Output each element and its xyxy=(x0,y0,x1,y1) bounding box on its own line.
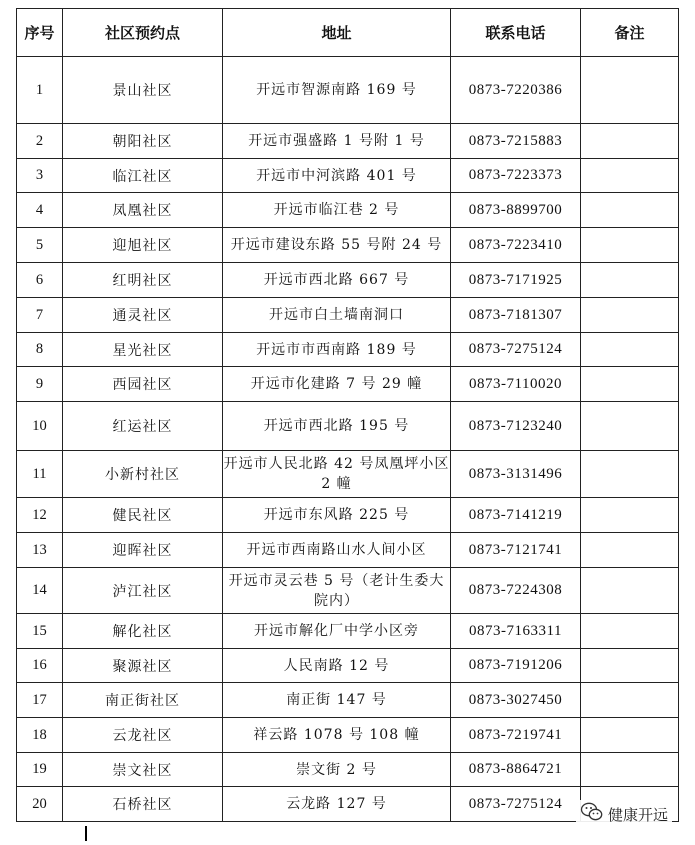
cell-address: 祥云路 1078 号 108 幢 xyxy=(223,718,451,753)
cell-name: 景山社区 xyxy=(63,57,223,124)
cell-notes xyxy=(581,753,679,787)
cell-index: 2 xyxy=(17,124,63,159)
cell-address: 开远市建设东路 55 号附 24 号 xyxy=(223,228,451,263)
cell-name: 红明社区 xyxy=(63,263,223,298)
cell-address: 云龙路 127 号 xyxy=(223,787,451,822)
cell-name: 红运社区 xyxy=(63,402,223,451)
cell-address: 南正街 147 号 xyxy=(223,683,451,718)
cell-index: 11 xyxy=(17,451,63,498)
cell-name: 凤凰社区 xyxy=(63,193,223,228)
cell-index: 13 xyxy=(17,533,63,568)
cell-notes xyxy=(581,614,679,649)
cell-index: 16 xyxy=(17,649,63,683)
cell-notes xyxy=(581,649,679,683)
table-row xyxy=(17,298,679,333)
cell-notes xyxy=(581,263,679,298)
cell-address: 人民南路 12 号 xyxy=(223,649,451,683)
table-row xyxy=(17,124,679,159)
cell-name: 朝阳社区 xyxy=(63,124,223,159)
cell-phone: 0873-7163311 xyxy=(451,614,581,649)
cell-address: 崇文街 2 号 xyxy=(223,753,451,787)
header-name: 社区预约点 xyxy=(63,9,223,57)
text-cursor xyxy=(85,826,87,841)
cell-name: 迎晖社区 xyxy=(63,533,223,568)
cell-index: 8 xyxy=(17,333,63,367)
table-header-row xyxy=(17,9,679,57)
cell-notes xyxy=(581,683,679,718)
cell-address: 开远市西北路 195 号 xyxy=(223,402,451,451)
header-index: 序号 xyxy=(17,9,63,57)
cell-address: 开远市白土墙南洞口 xyxy=(223,298,451,333)
cell-index: 20 xyxy=(17,787,63,822)
cell-name: 通灵社区 xyxy=(63,298,223,333)
cell-phone: 0873-8899700 xyxy=(451,193,581,228)
table-row xyxy=(17,614,679,649)
cell-phone: 0873-3131496 xyxy=(451,451,581,498)
header-notes: 备注 xyxy=(581,9,679,57)
cell-address: 开远市中河滨路 401 号 xyxy=(223,159,451,193)
cell-phone: 0873-7123240 xyxy=(451,402,581,451)
cell-address: 开远市市西南路 189 号 xyxy=(223,333,451,367)
cell-index: 4 xyxy=(17,193,63,228)
cell-address: 开远市西北路 667 号 xyxy=(223,263,451,298)
cell-address: 开远市强盛路 1 号附 1 号 xyxy=(223,124,451,159)
cell-phone: 0873-7110020 xyxy=(451,367,581,402)
cell-phone: 0873-7223373 xyxy=(451,159,581,193)
cell-index: 15 xyxy=(17,614,63,649)
cell-phone: 0873-7275124 xyxy=(451,333,581,367)
table-row xyxy=(17,718,679,753)
cell-name: 泸江社区 xyxy=(63,568,223,614)
cell-notes xyxy=(581,193,679,228)
cell-phone: 0873-3027450 xyxy=(451,683,581,718)
cell-name: 云龙社区 xyxy=(63,718,223,753)
cell-name: 聚源社区 xyxy=(63,649,223,683)
cell-index: 10 xyxy=(17,402,63,451)
cell-notes xyxy=(581,298,679,333)
cell-index: 19 xyxy=(17,753,63,787)
cell-name: 西园社区 xyxy=(63,367,223,402)
cell-name: 迎旭社区 xyxy=(63,228,223,263)
cell-index: 12 xyxy=(17,498,63,533)
cell-address: 开远市西南路山水人间小区 xyxy=(223,533,451,568)
table-row xyxy=(17,367,679,402)
table-row xyxy=(17,402,679,451)
table-row xyxy=(17,333,679,367)
cell-index: 6 xyxy=(17,263,63,298)
cell-address: 开远市解化厂中学小区旁 xyxy=(223,614,451,649)
cell-phone: 0873-7191206 xyxy=(451,649,581,683)
cell-notes xyxy=(581,568,679,614)
cell-address: 开远市智源南路 169 号 xyxy=(223,57,451,124)
cell-name: 小新村社区 xyxy=(63,451,223,498)
cell-notes xyxy=(581,451,679,498)
cell-phone: 0873-7219741 xyxy=(451,718,581,753)
cell-name: 石桥社区 xyxy=(63,787,223,822)
cell-index: 7 xyxy=(17,298,63,333)
table-row xyxy=(17,263,679,298)
cell-name: 健民社区 xyxy=(63,498,223,533)
cell-address: 开远市东风路 225 号 xyxy=(223,498,451,533)
cell-phone: 0873-7171925 xyxy=(451,263,581,298)
cell-index: 9 xyxy=(17,367,63,402)
cell-phone: 0873-7275124 xyxy=(451,787,581,822)
table-row xyxy=(17,228,679,263)
table-row xyxy=(17,193,679,228)
cell-notes xyxy=(581,718,679,753)
cell-notes xyxy=(581,333,679,367)
cell-name: 星光社区 xyxy=(63,333,223,367)
cell-notes xyxy=(581,367,679,402)
table-row xyxy=(17,159,679,193)
cell-notes xyxy=(581,402,679,451)
table-body xyxy=(17,57,679,822)
cell-notes xyxy=(581,228,679,263)
cell-index: 14 xyxy=(17,568,63,614)
table-row xyxy=(17,683,679,718)
cell-phone: 0873-7224308 xyxy=(451,568,581,614)
community-appointment-table xyxy=(16,8,679,822)
cell-phone: 0873-7181307 xyxy=(451,298,581,333)
watermark xyxy=(576,800,672,828)
table-row xyxy=(17,498,679,533)
watermark-text: 健康开远 xyxy=(608,805,669,824)
cell-name: 临江社区 xyxy=(63,159,223,193)
cell-address: 开远市人民北路 42 号凤凰坪小区 2 幢 xyxy=(223,451,451,498)
cell-phone: 0873-7121741 xyxy=(451,533,581,568)
table-row xyxy=(17,451,679,498)
cell-address: 开远市灵云巷 5 号（老计生委大院内） xyxy=(223,568,451,614)
cell-name: 南正街社区 xyxy=(63,683,223,718)
cell-phone: 0873-7223410 xyxy=(451,228,581,263)
table-row xyxy=(17,568,679,614)
table-row xyxy=(17,533,679,568)
cell-phone: 0873-8864721 xyxy=(451,753,581,787)
header-address: 地址 xyxy=(223,9,451,57)
cell-index: 17 xyxy=(17,683,63,718)
cell-index: 5 xyxy=(17,228,63,263)
cell-phone: 0873-7215883 xyxy=(451,124,581,159)
cell-notes xyxy=(581,498,679,533)
cell-phone: 0873-7220386 xyxy=(451,57,581,124)
table-row xyxy=(17,753,679,787)
cell-name: 解化社区 xyxy=(63,614,223,649)
cell-index: 18 xyxy=(17,718,63,753)
cell-notes xyxy=(581,124,679,159)
cell-name: 崇文社区 xyxy=(63,753,223,787)
wechat-icon xyxy=(580,801,604,827)
cell-index: 1 xyxy=(17,57,63,124)
cell-address: 开远市化建路 7 号 29 幢 xyxy=(223,367,451,402)
table-row xyxy=(17,649,679,683)
header-phone: 联系电话 xyxy=(451,9,581,57)
table-row xyxy=(17,57,679,124)
cell-phone: 0873-7141219 xyxy=(451,498,581,533)
cell-notes xyxy=(581,533,679,568)
cell-notes xyxy=(581,159,679,193)
cell-address: 开远市临江巷 2 号 xyxy=(223,193,451,228)
cell-notes xyxy=(581,57,679,124)
cell-index: 3 xyxy=(17,159,63,193)
